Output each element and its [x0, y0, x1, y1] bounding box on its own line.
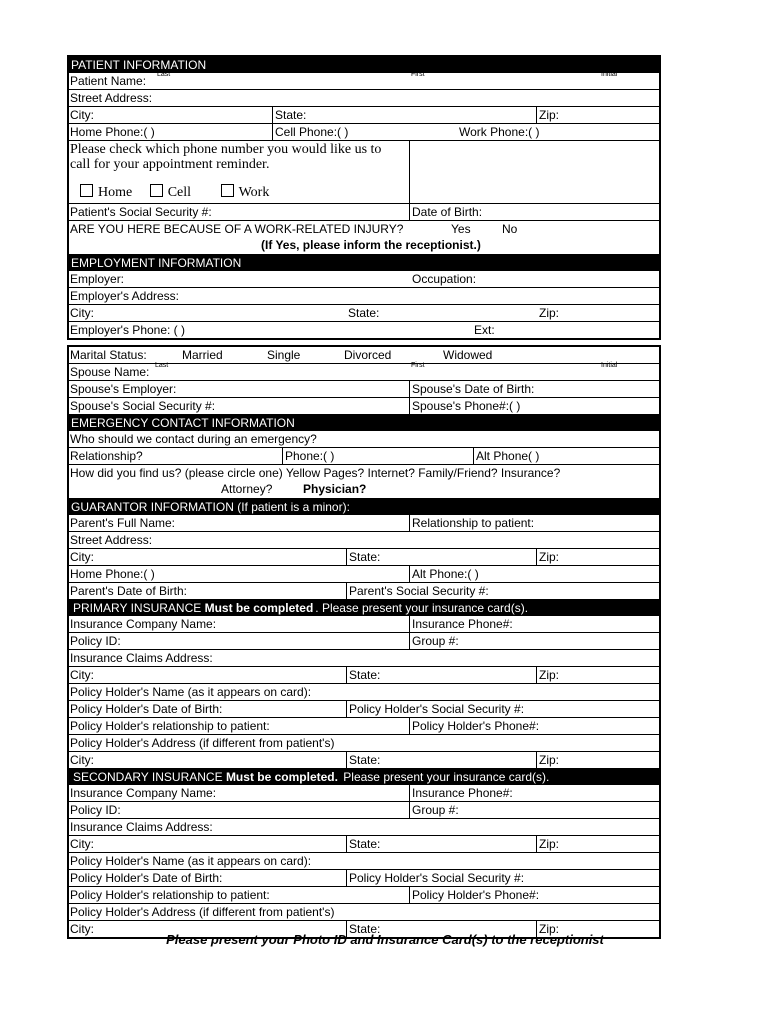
guarantor-city-row[interactable]: City: State: Zip:	[69, 549, 659, 566]
initial-hint: Initial	[601, 71, 618, 78]
street-address-field[interactable]: Street Address:	[69, 90, 659, 107]
emergency-who-row[interactable]: Who should we contact during an emergency?	[69, 431, 659, 448]
city-state-zip-row[interactable]	[69, 107, 659, 124]
state-field: State:	[275, 108, 307, 122]
first-hint: First	[411, 71, 425, 78]
ext-field: Ext:	[474, 323, 495, 337]
patient-info-header: PATIENT INFORMATION	[69, 57, 659, 73]
city-field: City:	[70, 108, 94, 122]
patient-employment-section	[67, 55, 661, 340]
guarantor-dob-row[interactable]: Parent's Date of Birth: Parent's Social Security #:	[69, 583, 659, 600]
ssn-field: Patient's Social Security #:	[70, 205, 212, 219]
attorney-option[interactable]: Attorney?	[221, 482, 273, 496]
cell-phone-field: Cell Phone:( )	[275, 125, 349, 139]
single-option[interactable]: Single	[267, 348, 301, 362]
occupation-field: Occupation:	[412, 272, 477, 286]
footer-note: Please present your Photo ID and Insurance Card(s) to the receptionist	[166, 932, 604, 947]
spouse-ssn-row[interactable]: Spouse's Social Security #: Spouse's Phone#:( )	[69, 398, 659, 415]
guarantor-phone-row[interactable]: Home Phone:( ) Alt Phone:( )	[69, 566, 659, 583]
secondary-city-row[interactable]: City: State: Zip:	[69, 836, 659, 853]
primary-holder-dob-row[interactable]: Policy Holder's Date of Birth: Policy Holder's Social Security #:	[69, 701, 659, 718]
secondary-claims-row[interactable]: Insurance Claims Address:	[69, 819, 659, 836]
spouse-name-row[interactable]: Spouse Name: Last First Initial	[69, 364, 659, 381]
primary-holder-rel-row[interactable]: Policy Holder's relationship to patient: Policy Holder's Phone#:	[69, 718, 659, 735]
employer-address-field[interactable]: Employer's Address:	[69, 288, 659, 305]
dob-field: Date of Birth:	[412, 205, 483, 219]
referral-row	[69, 465, 659, 499]
primary-claims-row[interactable]: Insurance Claims Address:	[69, 650, 659, 667]
employer-row[interactable]	[69, 271, 659, 288]
spouse-name-label: Spouse Name:	[70, 365, 150, 379]
guarantor-street-row[interactable]: Street Address:	[69, 532, 659, 549]
yes-option[interactable]: Yes	[451, 222, 471, 236]
work-phone-field: Work Phone:( )	[459, 125, 540, 139]
home-phone-field: Home Phone:( )	[70, 125, 155, 139]
no-option[interactable]: No	[502, 222, 518, 236]
secondary-policy-row[interactable]: Policy ID: Group #:	[69, 802, 659, 819]
work-checkbox[interactable]	[221, 184, 234, 197]
patient-name-row[interactable]	[69, 73, 659, 90]
primary-holder-addr-row[interactable]: Policy Holder's Address (if different from patient's)	[69, 735, 659, 752]
ssn-dob-row[interactable]	[69, 204, 659, 221]
widowed-option[interactable]: Widowed	[443, 348, 493, 362]
last-hint: Last	[157, 71, 171, 78]
secondary-holder-name-row[interactable]: Policy Holder's Name (as it appears on card):	[69, 853, 659, 870]
referral-question: How did you find us? (please circle one) Yellow Pages? Internet? Family/Friend? Insurance?	[70, 466, 561, 480]
primary-city-row[interactable]: City: State: Zip:	[69, 667, 659, 684]
divorced-option[interactable]: Divorced	[344, 348, 392, 362]
work-injury-question: ARE YOU HERE BECAUSE OF A WORK-RELATED INJURY?	[70, 222, 404, 236]
additional-info-section	[67, 345, 661, 939]
cell-checkbox[interactable]	[150, 184, 163, 197]
reminder-phone-row: Please check which phone number you would like us to call for your appointment reminder. Home Cell Work	[69, 141, 659, 204]
physician-option[interactable]: Physician?	[303, 482, 367, 496]
marital-status-label: Marital Status:	[70, 348, 147, 362]
secondary-holder-city-row[interactable]: City: State: Zip:	[70, 922, 560, 936]
employer-field: Employer:	[70, 272, 125, 286]
employment-header: EMPLOYMENT INFORMATION	[69, 255, 659, 271]
guarantor-header: GUARANTOR INFORMATION (If patient is a minor):	[69, 499, 659, 515]
secondary-holder-dob-row[interactable]: Policy Holder's Date of Birth: Policy Holder's Social Security #:	[69, 870, 659, 887]
emergency-header: EMERGENCY CONTACT INFORMATION	[69, 415, 659, 431]
employer-phone-field: Employer's Phone: ( )	[70, 323, 186, 337]
spouse-employer-row[interactable]: Spouse's Employer: Spouse's Date of Birth:	[69, 381, 659, 398]
phones-row[interactable]	[69, 124, 659, 141]
parent-name-row[interactable]: Parent's Full Name: Relationship to patient:	[69, 515, 659, 532]
married-option[interactable]: Married	[182, 348, 223, 362]
injury-note: (If Yes, please inform the receptionist.)	[261, 238, 481, 252]
secondary-holder-rel-row[interactable]: Policy Holder's relationship to patient: Policy Holder's Phone#:	[69, 887, 659, 904]
primary-policy-row[interactable]: Policy ID: Group #:	[69, 633, 659, 650]
emergency-relationship-row[interactable]: Relationship? Phone:( ) Alt Phone( )	[69, 448, 659, 465]
employer-phone-row[interactable]	[69, 322, 659, 338]
primary-insurance-header: PRIMARY INSURANCE Must be completed . Please present your insurance card(s).	[69, 600, 659, 616]
primary-holder-name-row[interactable]: Policy Holder's Name (as it appears on card):	[69, 684, 659, 701]
zip-field: Zip:	[539, 108, 560, 122]
secondary-company-row[interactable]: Insurance Company Name: Insurance Phone#:	[69, 785, 659, 802]
primary-holder-city-row[interactable]: City: State: Zip:	[69, 752, 659, 769]
secondary-holder-addr-row[interactable]: Policy Holder's Address (if different from patient's)	[69, 904, 659, 921]
patient-name-label: Patient Name:	[70, 74, 147, 88]
work-injury-row	[69, 221, 659, 255]
secondary-insurance-header: SECONDARY INSURANCE Must be completed. Please present your insurance card(s).	[69, 769, 659, 785]
employer-city-row[interactable]: City: State: Zip:	[69, 305, 659, 322]
primary-company-row[interactable]: Insurance Company Name: Insurance Phone#:	[69, 616, 659, 633]
home-checkbox[interactable]	[80, 184, 93, 197]
